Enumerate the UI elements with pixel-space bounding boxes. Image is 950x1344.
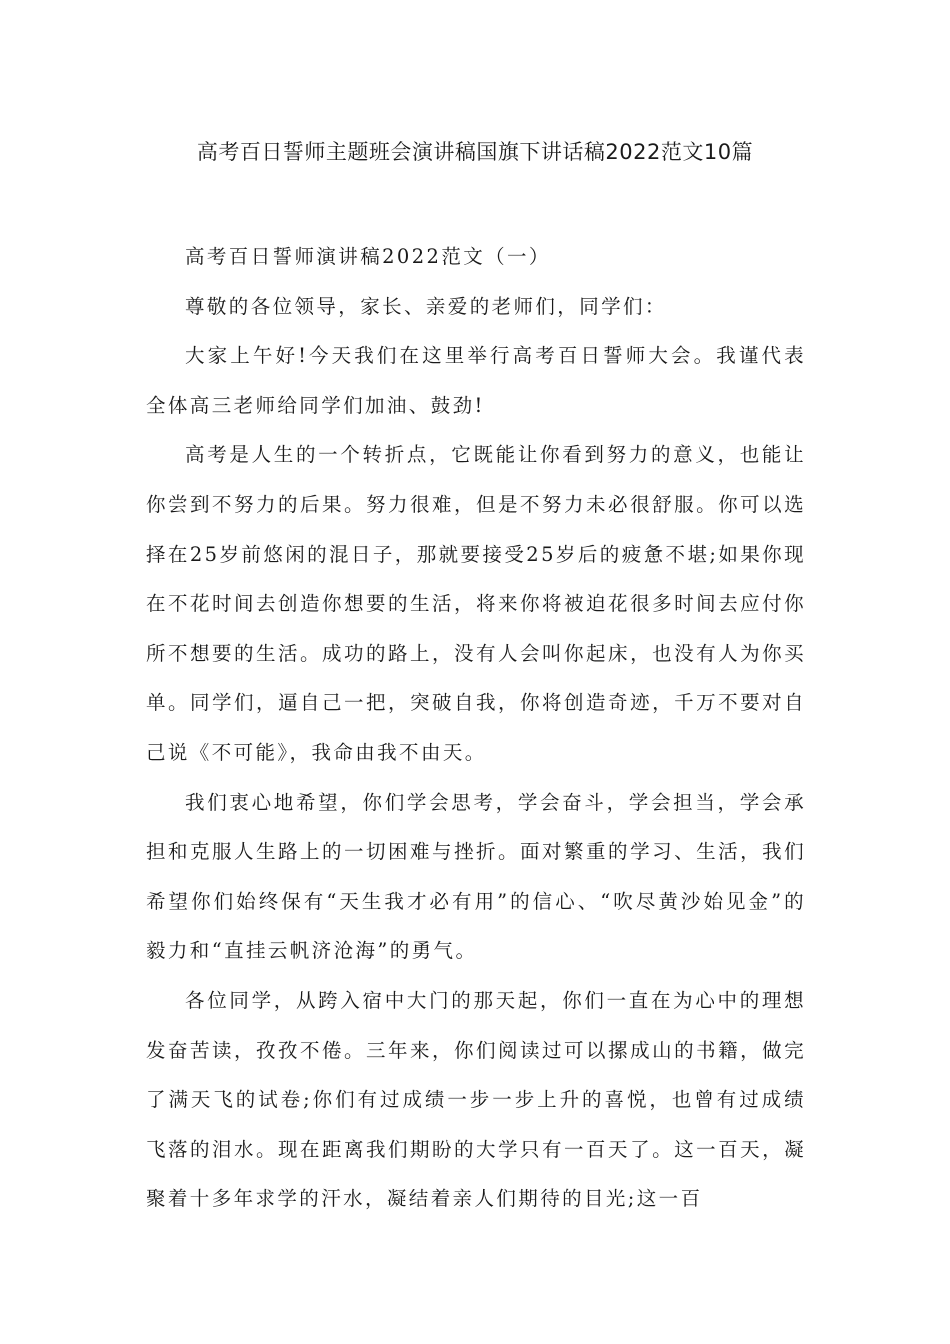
section-heading: 高考百日誓师演讲稿2022范文（一） (185, 245, 551, 268)
document-title: 高考百日誓师主题班会演讲稿国旗下讲话稿2022范文10篇 (196, 140, 754, 164)
paragraph-salutation: 尊敬的各位领导，家长、亲爱的老师们，同学们： (185, 294, 667, 318)
document-body (146, 232, 806, 1224)
paragraph-hundred-days: 各位同学，从跨入宿中大门的那天起，你们一直在为心中的理想发奋苦读，孜孜不倦。三年来，你们阅读过可以摞成山的书籍，做完了满天飞的试卷;你们有过成绩一步一步上升的喜悦，也曾有过成绩飞落的泪水。现在距离我们期盼的大学只有一百天了。这一百天，凝聚着十多年求学的汗水，凝结着亲人们期待的目光;这一百 (146, 988, 806, 1211)
paragraph-wishes: 我们衷心地希望，你们学会思考，学会奋斗，学会担当，学会承担和克服人生路上的一切困难与挫折。面对繁重的学习、生活，我们希望你们始终保有“天生我才必有用”的信心、“吹尽黄沙始见金”的毅力和“直挂云帆济沧海”的勇气。 (146, 790, 806, 963)
paragraph-turning-point: 高考是人生的一个转折点，它既能让你看到努力的意义，也能让你尝到不努力的后果。努力很难，但是不努力未必很舒服。你可以选择在25岁前悠闲的混日子，那就要接受25岁后的疲惫不堪;如果你现在不花时间去创造你想要的生活，将来你将被迫花很多时间去应付你所不想要的生活。成功的路上，没有人会叫你起床，也没有人为你买单。同学们，逼自己一把，突破自我，你将创造奇迹，千万不要对自己说《不可能》，我命由我不由天。 (146, 443, 806, 764)
paragraph-greeting: 大家上午好!今天我们在这里举行高考百日誓师大会。我谨代表全体高三老师给同学们加油、鼓劲! (146, 344, 806, 417)
